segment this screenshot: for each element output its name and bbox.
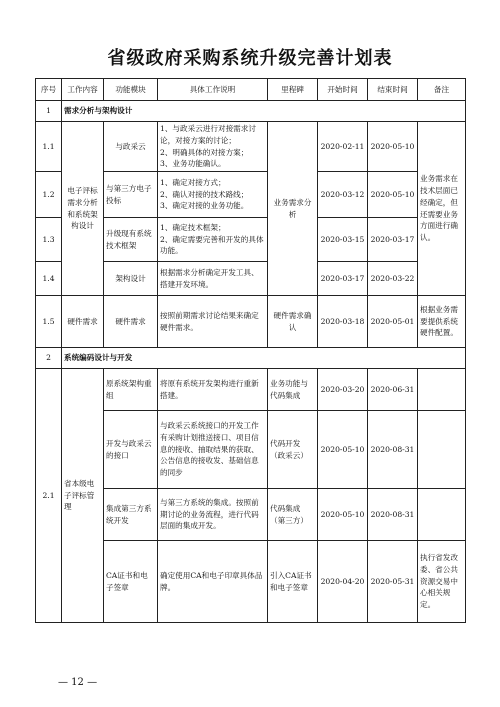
start-date: 2020-02-11 [318, 122, 368, 172]
row-no: 1.2 [36, 172, 62, 218]
work-desc: 将原有系统开发架构进行重新搭建。 [158, 369, 268, 411]
row-no: 1.5 [36, 296, 62, 348]
end-date: 2020-05-10 [368, 172, 418, 218]
start-date: 2020-05-10 [318, 411, 368, 489]
start-date: 2020-03-15 [318, 218, 368, 262]
work-desc: 根据需求分析确定开发工具、搭建开发环境。 [158, 262, 268, 296]
header-end: 结束时间 [368, 79, 418, 101]
note [418, 411, 466, 489]
header-milestone: 里程碑 [268, 79, 318, 101]
end-date: 2020-03-17 [368, 218, 418, 262]
start-date: 2020-04-20 [318, 541, 368, 623]
module: 与第三方电子投标 [104, 172, 158, 218]
start-date: 2020-03-20 [318, 369, 368, 411]
note: 执行省发改委、省公共资源交易中心相关规定。 [418, 541, 466, 623]
note [418, 369, 466, 411]
section-row [36, 101, 466, 122]
milestone: 硬件需求确认 [268, 296, 318, 348]
work-desc: 按照前期需求讨论结果来确定硬件需求。 [158, 296, 268, 348]
header-start: 开始时间 [318, 79, 368, 101]
module: 与政采云 [104, 122, 158, 172]
end-date: 2020-05-10 [368, 122, 418, 172]
plan-table [35, 78, 466, 623]
start-date: 2020-03-17 [318, 262, 368, 296]
header-note: 备注 [418, 79, 466, 101]
header-desc: 具体工作说明 [158, 79, 268, 101]
module: 架构设计 [104, 262, 158, 296]
end-date: 2020-08-31 [368, 411, 418, 489]
work-content: 硬件需求 [62, 296, 104, 348]
work-desc: 1、确定技术框架； 2、确定需要完善和开发的具体功能。 [158, 218, 268, 262]
end-date: 2020-06-31 [368, 369, 418, 411]
page-number: — 12 — [58, 677, 98, 688]
table-row [36, 296, 466, 348]
table-row [36, 369, 466, 411]
header-no: 序号 [36, 79, 62, 101]
header-module: 功能模块 [104, 79, 158, 101]
row-no: 1.1 [36, 122, 62, 172]
end-date: 2020-05-01 [368, 296, 418, 348]
row-no: 1.4 [36, 262, 62, 296]
start-date: 2020-03-18 [318, 296, 368, 348]
work-content: 省本级电子评标管理 [62, 369, 104, 623]
module: 集成第三方系统开发 [104, 489, 158, 541]
end-date: 2020-03-22 [368, 262, 418, 296]
row-no: 2.1 [36, 369, 62, 623]
note [418, 489, 466, 541]
work-desc: 与政采云系统接口的开发工作有采购计划推送接口、项目信息的接收、抽取结果的获取、公告信息的接收发、基础信息的同步 [158, 411, 268, 489]
milestone: 引入CA证书和电子签章 [268, 541, 318, 623]
page-title: 省级政府采购系统升级完善计划表 [107, 48, 393, 69]
note: 根据业务需要提供系统硬件配置。 [418, 296, 466, 348]
milestone: 代码集成 （第三方） [268, 489, 318, 541]
table-header-row [36, 79, 466, 101]
module: 硬件需求 [104, 296, 158, 348]
note: 业务需求在技术层面已经确定，但还需要业务方面进行确认。 [418, 122, 466, 296]
end-date: 2020-05-31 [368, 541, 418, 623]
section-no: 2 [36, 348, 62, 369]
start-date: 2020-03-12 [318, 172, 368, 218]
row-no: 1.3 [36, 218, 62, 262]
module: 原系统架构重组 [104, 369, 158, 411]
milestone: 业务需求分析 [268, 122, 318, 296]
work-desc: 1、与政采云进行对接需求讨论，对接方案的讨论； 2、明确具体的对接方案； 3、业务功能确认。 [158, 122, 268, 172]
section-title: 系统编码设计与开发 [62, 348, 466, 369]
module: CA证书和电子签章 [104, 541, 158, 623]
module: 开发与政采云的接口 [104, 411, 158, 489]
module: 升级现有系统技术框架 [104, 218, 158, 262]
end-date: 2020-08-31 [368, 489, 418, 541]
table-row [36, 122, 466, 172]
header-content: 工作内容 [62, 79, 104, 101]
work-desc: 1、确定对接方式； 2、确认对接的技术路线； 3、确定对接的业务功能。 [158, 172, 268, 218]
milestone: 业务功能与代码集成 [268, 369, 318, 411]
work-desc: 与第三方系统的集成。按照前期讨论的业务流程，进行代码层面的集成开发。 [158, 489, 268, 541]
start-date: 2020-05-10 [318, 489, 368, 541]
work-desc: 确定使用CA和电子印章具体品牌。 [158, 541, 268, 623]
section-title: 需求分析与架构设计 [62, 101, 466, 122]
work-content: 电子评标需求分析和系统架构设计 [62, 122, 104, 296]
section-row [36, 348, 466, 369]
section-no: 1 [36, 101, 62, 122]
milestone: 代码开发 （政采云） [268, 411, 318, 489]
